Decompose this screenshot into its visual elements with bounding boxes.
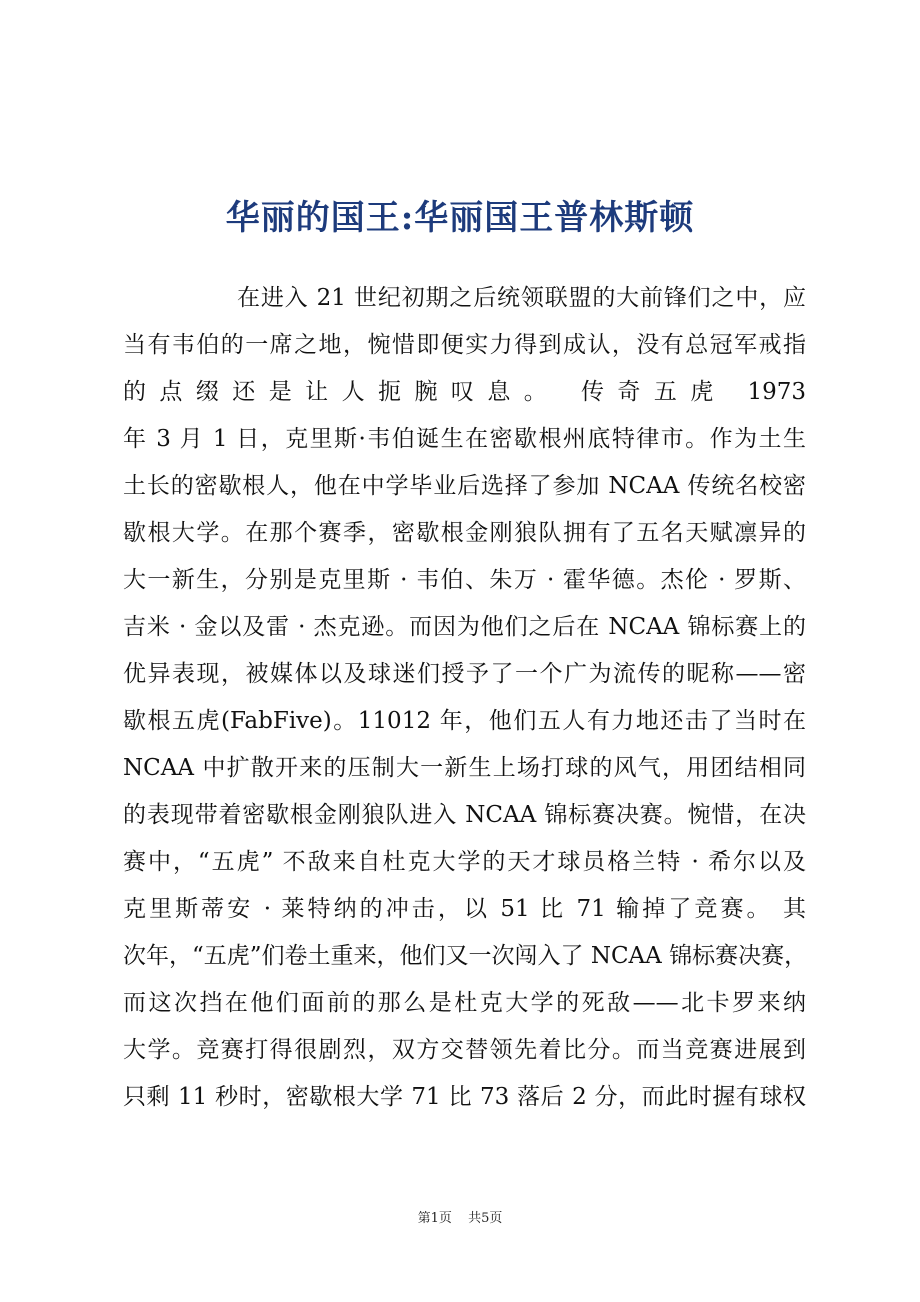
- text-line: 的点缀还是让人扼腕叹息。 传奇五虎 1973: [123, 379, 806, 405]
- text-line: 次年，“五虎”们卷土重来，他们又一次闯入了 NCAA 锦标赛决赛，: [123, 943, 808, 969]
- page-total: 共5页: [468, 1211, 503, 1226]
- document-title: 华丽的国王:华丽国王普林斯顿: [225, 198, 695, 238]
- text-line: 大一新生，分别是克里斯 · 韦伯、朱万 · 霍华德。杰伦 · 罗斯、: [123, 567, 806, 593]
- text-line: 在进入 21 世纪初期之后统领联盟的大前锋们之中，应: [237, 285, 806, 311]
- text-line: 年 3 月 1 日，克里斯·韦伯诞生在密歇根州底特律市。作为土生: [123, 426, 806, 452]
- text-line: 赛中，“五虎” 不敌来自杜克大学的天才球员格兰特 · 希尔以及: [123, 849, 806, 875]
- page-footer: [0, 1207, 920, 1226]
- text-line: 当有韦伯的一席之地，惋惜即便实力得到成认，没有总冠军戒指: [123, 332, 806, 358]
- text-line: 的表现带着密歇根金刚狼队进入 NCAA 锦标赛决赛。惋惜，在决: [123, 802, 806, 828]
- text-line: 而这次挡在他们面前的那么是杜克大学的死敌——北卡罗来纳: [123, 990, 806, 1016]
- text-line: 土长的密歇根人，他在中学毕业后选择了参加 NCAA 传统名校密: [123, 473, 806, 499]
- text-line: 歇根大学。在那个赛季，密歇根金刚狼队拥有了五名天赋凛异的: [123, 520, 806, 546]
- text-line: 大学。竞赛打得很剧烈，双方交替领先着比分。而当竞赛进展到: [123, 1037, 806, 1063]
- text-line: 只剩 11 秒时，密歇根大学 71 比 73 落后 2 分，而此时握有球权: [123, 1084, 806, 1110]
- text-line: 优异表现，被媒体以及球迷们授予了一个广为流传的昵称——密: [123, 661, 806, 687]
- text-line: 吉米 · 金以及雷 · 杰克逊。而因为他们之后在 NCAA 锦标赛上的: [123, 614, 806, 640]
- page-number: 第1页: [417, 1211, 452, 1226]
- text-line: NCAA 中扩散开来的压制大一新生上场打球的风气，用团结相同: [123, 755, 806, 781]
- text-line: 克里斯蒂安 · 莱特纳的冲击，以 51 比 71 输掉了竞赛。 其: [123, 896, 806, 922]
- document-body: [123, 278, 806, 1124]
- text-line: 歇根五虎(FabFive)。11012 年，他们五人有力地还击了当时在: [123, 708, 806, 734]
